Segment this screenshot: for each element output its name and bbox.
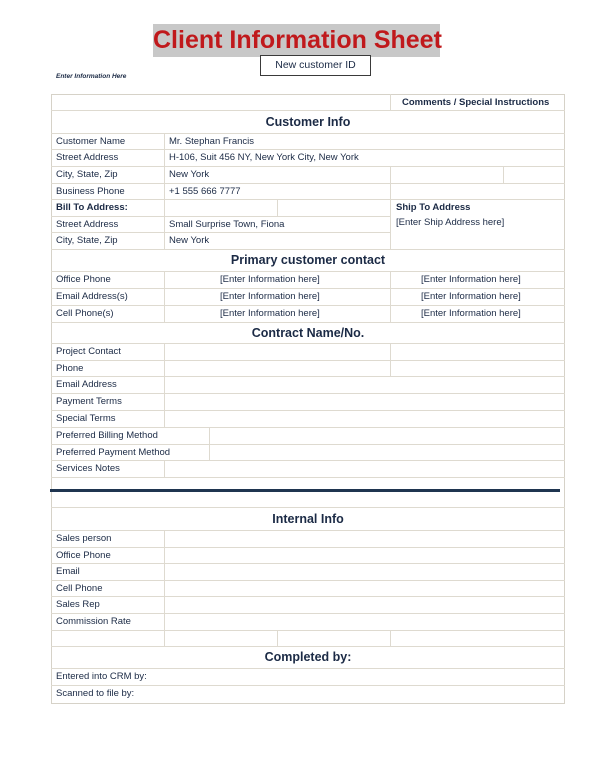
grid-line xyxy=(390,271,391,322)
grid-line xyxy=(277,199,278,216)
grid-line xyxy=(164,530,165,646)
bill-to-label: Bill To Address: xyxy=(56,202,128,213)
special-terms-label: Special Terms xyxy=(56,413,116,424)
grid-line xyxy=(51,322,565,323)
grid-line xyxy=(164,343,165,427)
grid-line xyxy=(51,507,565,508)
grid-line xyxy=(209,427,210,460)
grid-line xyxy=(390,630,391,646)
email-address-label: Email Address xyxy=(56,379,117,390)
office-phone-label: Office Phone xyxy=(56,274,111,285)
comments-label: Comments / Special Instructions xyxy=(402,97,550,108)
ship-to-field[interactable]: [Enter Ship Address here] xyxy=(396,217,505,228)
office-phone-field[interactable]: [Enter Information here] xyxy=(220,274,320,285)
grid-line xyxy=(51,668,565,669)
primary-contact-title: Primary customer contact xyxy=(230,253,386,267)
internal-office-phone-label: Office Phone xyxy=(56,550,111,561)
grid-line xyxy=(51,216,391,217)
grid-line xyxy=(51,410,565,411)
bill-city-label: City, State, Zip xyxy=(56,235,118,246)
grid-line xyxy=(51,271,565,272)
grid-line xyxy=(51,444,565,445)
business-phone-label: Business Phone xyxy=(56,186,125,197)
payment-terms-label: Payment Terms xyxy=(56,396,122,407)
cell-phone-label: Cell Phone(s) xyxy=(56,308,114,319)
email-address-field[interactable]: [Enter Information here] xyxy=(220,291,320,302)
services-notes-label: Services Notes xyxy=(56,463,120,474)
contract-title: Contract Name/No. xyxy=(251,326,365,340)
grid-line xyxy=(51,110,565,111)
grid-line xyxy=(51,376,565,377)
grid-line xyxy=(51,460,565,461)
customer-name-label: Customer Name xyxy=(56,136,126,147)
phone-label: Phone xyxy=(56,363,84,374)
bill-street-label: Street Address xyxy=(56,219,119,230)
business-phone-field[interactable]: +1 555 666 7777 xyxy=(169,186,241,197)
grid-line xyxy=(51,580,565,581)
grid-line xyxy=(390,94,391,110)
street-address-field[interactable]: H-106, Suit 456 NY, New York City, New York xyxy=(169,152,359,163)
entered-crm-label: Entered into CRM by: xyxy=(56,671,147,682)
grid-line xyxy=(51,343,565,344)
grid-line xyxy=(51,133,565,134)
grid-line xyxy=(51,530,565,531)
city-state-zip-label: City, State, Zip xyxy=(56,169,118,180)
email-address-label: Email Address(s) xyxy=(56,291,128,302)
grid-line xyxy=(51,360,565,361)
grid-line xyxy=(51,166,565,167)
customer-name-field[interactable]: Mr. Stephan Francis xyxy=(169,136,255,147)
city-state-zip-field[interactable]: New York xyxy=(169,169,210,180)
grid-line xyxy=(51,547,565,548)
grid-line xyxy=(51,232,391,233)
cell-phone-field-2[interactable]: [Enter Information here] xyxy=(421,308,521,319)
grid-line xyxy=(51,613,565,614)
grid-line xyxy=(51,199,565,200)
grid-line xyxy=(51,685,565,686)
street-address-label: Street Address xyxy=(56,152,119,163)
office-phone-field-2[interactable]: [Enter Information here] xyxy=(421,274,521,285)
grid-line xyxy=(164,460,165,477)
entry-hint: Enter Information Here xyxy=(56,73,127,80)
section-divider xyxy=(50,489,560,492)
grid-line xyxy=(277,630,278,646)
grid-line xyxy=(51,630,565,631)
commission-rate-label: Commission Rate xyxy=(56,616,131,627)
preferred-billing-label: Preferred Billing Method xyxy=(56,430,158,441)
grid-line xyxy=(51,249,565,250)
project-contact-label: Project Contact xyxy=(56,346,121,357)
grid-line xyxy=(51,305,565,306)
customer-id-field[interactable]: New customer ID xyxy=(260,55,371,76)
grid-line xyxy=(503,166,504,183)
grid-line xyxy=(51,563,565,564)
grid-line xyxy=(51,183,565,184)
grid-line xyxy=(51,596,565,597)
grid-line xyxy=(51,149,565,150)
completed-by-title: Completed by: xyxy=(264,650,352,664)
grid-line xyxy=(390,343,391,376)
customer-info-title: Customer Info xyxy=(265,115,351,129)
grid-line xyxy=(164,271,165,322)
preferred-payment-label: Preferred Payment Method xyxy=(56,447,171,458)
document-title: Client Information Sheet xyxy=(153,24,440,57)
cell-phone-field[interactable]: [Enter Information here] xyxy=(220,308,320,319)
grid-line xyxy=(390,166,391,249)
sales-rep-label: Sales Rep xyxy=(56,599,100,610)
grid-line xyxy=(51,477,565,478)
sales-person-label: Sales person xyxy=(56,533,112,544)
internal-info-title: Internal Info xyxy=(272,512,344,526)
grid-line xyxy=(51,288,565,289)
internal-email-label: Email xyxy=(56,566,80,577)
grid-line xyxy=(51,427,565,428)
internal-cell-phone-label: Cell Phone xyxy=(56,583,103,594)
ship-to-label: Ship To Address xyxy=(396,202,471,213)
email-address-field-2[interactable]: [Enter Information here] xyxy=(421,291,521,302)
bill-street-field[interactable]: Small Surprise Town, Fiona xyxy=(169,219,285,230)
bill-city-field[interactable]: New York xyxy=(169,235,210,246)
grid-line xyxy=(51,646,565,647)
scanned-file-label: Scanned to file by: xyxy=(56,688,135,699)
grid-line xyxy=(51,393,565,394)
grid-line xyxy=(164,133,165,249)
